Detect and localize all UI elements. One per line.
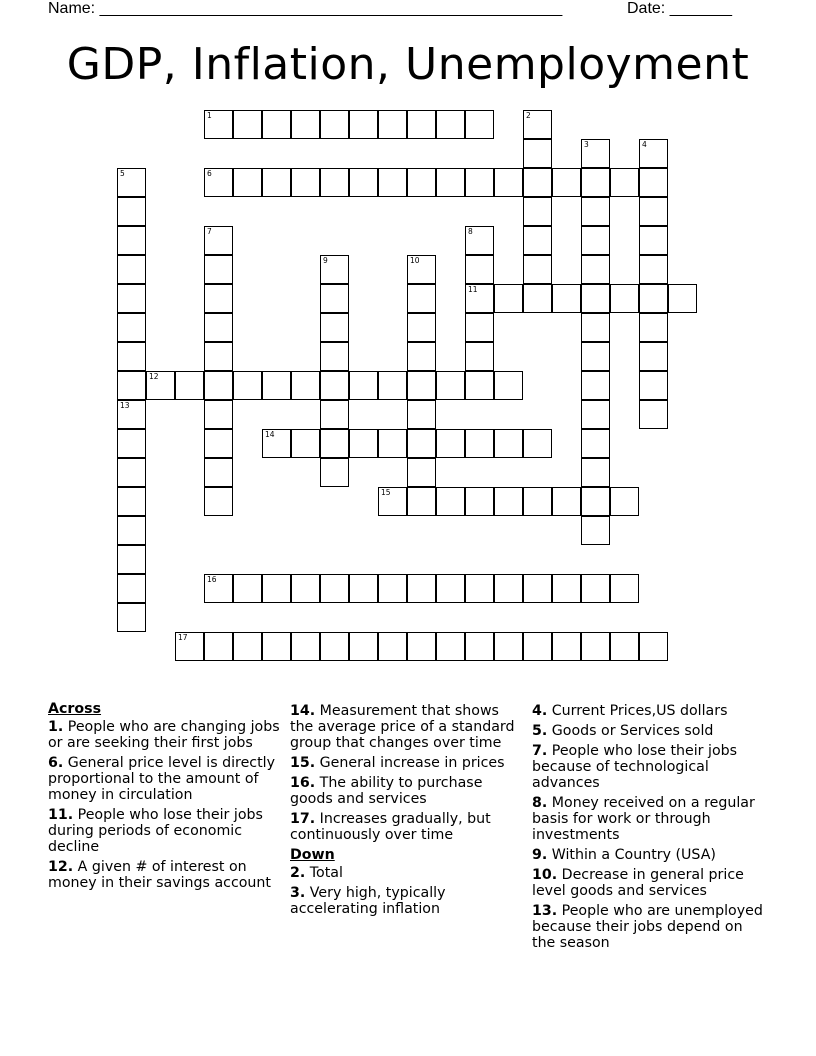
cell-number: 2 bbox=[526, 111, 531, 120]
grid-cell[interactable] bbox=[407, 255, 436, 284]
grid-cell[interactable] bbox=[436, 632, 465, 661]
grid-cell[interactable] bbox=[523, 255, 552, 284]
grid-cell[interactable] bbox=[581, 255, 610, 284]
grid-cell[interactable] bbox=[552, 168, 581, 197]
clue-down-13 bbox=[532, 903, 768, 951]
clue-text: Very high, typically accelerating inflation bbox=[290, 885, 446, 917]
down-heading: Down bbox=[290, 847, 335, 863]
grid-cell[interactable] bbox=[204, 429, 233, 458]
cell-number: 1 bbox=[207, 111, 212, 120]
grid-cell[interactable] bbox=[436, 487, 465, 516]
grid-cell[interactable] bbox=[552, 574, 581, 603]
clue-number: 17. bbox=[290, 811, 316, 827]
grid-cell[interactable] bbox=[523, 487, 552, 516]
clue-down-2 bbox=[290, 865, 526, 881]
grid-cell[interactable] bbox=[523, 197, 552, 226]
grid-cell[interactable] bbox=[117, 516, 146, 545]
grid-cell[interactable] bbox=[465, 313, 494, 342]
clue-across-17 bbox=[290, 811, 526, 843]
grid-cell[interactable] bbox=[204, 226, 233, 255]
clue-number: 4. bbox=[532, 703, 548, 719]
grid-cell[interactable] bbox=[320, 110, 349, 139]
grid-cell[interactable] bbox=[378, 574, 407, 603]
grid-cell[interactable] bbox=[204, 632, 233, 661]
grid-cell[interactable] bbox=[175, 632, 204, 661]
grid-cell[interactable] bbox=[523, 632, 552, 661]
grid-cell[interactable] bbox=[262, 110, 291, 139]
grid-cell[interactable] bbox=[581, 342, 610, 371]
grid-cell[interactable] bbox=[639, 255, 668, 284]
grid-cell[interactable] bbox=[639, 400, 668, 429]
grid-cell[interactable] bbox=[320, 429, 349, 458]
cell-number: 16 bbox=[207, 575, 217, 584]
grid-cell[interactable] bbox=[117, 284, 146, 313]
grid-cell[interactable] bbox=[320, 168, 349, 197]
clue-down-5 bbox=[532, 723, 768, 739]
grid-cell[interactable] bbox=[465, 574, 494, 603]
cell-number: 9 bbox=[323, 256, 328, 265]
grid-cell[interactable] bbox=[320, 458, 349, 487]
grid-cell[interactable] bbox=[146, 371, 175, 400]
grid-cell[interactable] bbox=[291, 168, 320, 197]
grid-cell[interactable] bbox=[465, 284, 494, 313]
grid-cell[interactable] bbox=[407, 342, 436, 371]
grid-cell[interactable] bbox=[494, 168, 523, 197]
clue-number: 1. bbox=[48, 719, 64, 735]
grid-cell[interactable] bbox=[581, 168, 610, 197]
grid-cell[interactable] bbox=[639, 342, 668, 371]
grid-cell[interactable] bbox=[349, 110, 378, 139]
grid-cell[interactable] bbox=[407, 574, 436, 603]
grid-cell[interactable] bbox=[320, 284, 349, 313]
cell-number: 17 bbox=[178, 633, 188, 642]
grid-cell[interactable] bbox=[610, 487, 639, 516]
clue-text: People who lose their jobs because of technological advances bbox=[532, 743, 738, 791]
grid-cell[interactable] bbox=[204, 342, 233, 371]
cell-number: 8 bbox=[468, 227, 473, 236]
grid-cell[interactable] bbox=[320, 400, 349, 429]
grid-cell[interactable] bbox=[204, 168, 233, 197]
cell-number: 6 bbox=[207, 169, 212, 178]
grid-cell[interactable] bbox=[117, 371, 146, 400]
grid-cell[interactable] bbox=[349, 429, 378, 458]
grid-cell[interactable] bbox=[117, 574, 146, 603]
clue-column-1 bbox=[48, 701, 284, 895]
clue-text: A given # of interest on money in their savings account bbox=[48, 859, 271, 891]
clue-number: 5. bbox=[532, 723, 548, 739]
grid-cell[interactable] bbox=[494, 632, 523, 661]
grid-cell[interactable] bbox=[320, 255, 349, 284]
grid-cell[interactable] bbox=[465, 487, 494, 516]
grid-cell[interactable] bbox=[465, 632, 494, 661]
cell-number: 15 bbox=[381, 488, 391, 497]
grid-cell[interactable] bbox=[204, 458, 233, 487]
grid-cell[interactable] bbox=[291, 429, 320, 458]
grid-cell[interactable] bbox=[378, 632, 407, 661]
grid-cell[interactable] bbox=[581, 226, 610, 255]
clue-number: 9. bbox=[532, 847, 548, 863]
clue-down-8 bbox=[532, 795, 768, 843]
grid-cell[interactable] bbox=[581, 487, 610, 516]
grid-cell[interactable] bbox=[523, 226, 552, 255]
grid-cell[interactable] bbox=[407, 487, 436, 516]
grid-cell[interactable] bbox=[233, 110, 262, 139]
grid-cell[interactable] bbox=[407, 458, 436, 487]
clue-number: 6. bbox=[48, 755, 64, 771]
clue-text: The ability to purchase goods and services bbox=[290, 775, 483, 807]
grid-cell[interactable] bbox=[581, 313, 610, 342]
grid-cell[interactable] bbox=[117, 545, 146, 574]
grid-cell[interactable] bbox=[349, 632, 378, 661]
grid-cell[interactable] bbox=[494, 429, 523, 458]
clue-number: 14. bbox=[290, 703, 316, 719]
clue-text: General price level is directly proportional to the amount of money in circulation bbox=[48, 755, 276, 803]
grid-cell[interactable] bbox=[204, 371, 233, 400]
grid-cell[interactable] bbox=[552, 487, 581, 516]
cell-number: 10 bbox=[410, 256, 420, 265]
grid-cell[interactable] bbox=[117, 197, 146, 226]
grid-cell[interactable] bbox=[407, 313, 436, 342]
clue-number: 3. bbox=[290, 885, 306, 901]
grid-cell[interactable] bbox=[581, 400, 610, 429]
grid-cell[interactable] bbox=[262, 429, 291, 458]
grid-cell[interactable] bbox=[465, 371, 494, 400]
grid-cell[interactable] bbox=[407, 110, 436, 139]
clue-number: 7. bbox=[532, 743, 548, 759]
grid-cell[interactable] bbox=[349, 168, 378, 197]
clue-across-16 bbox=[290, 775, 526, 807]
clue-column-3 bbox=[532, 703, 768, 955]
grid-cell[interactable] bbox=[639, 632, 668, 661]
grid-cell[interactable] bbox=[117, 400, 146, 429]
grid-cell[interactable] bbox=[465, 342, 494, 371]
grid-cell[interactable] bbox=[523, 429, 552, 458]
grid-cell[interactable] bbox=[581, 139, 610, 168]
grid-cell[interactable] bbox=[407, 371, 436, 400]
grid-cell[interactable] bbox=[378, 168, 407, 197]
clue-text: Goods or Services sold bbox=[547, 723, 714, 739]
grid-cell[interactable] bbox=[581, 516, 610, 545]
clue-down-7 bbox=[532, 743, 768, 791]
cell-number: 3 bbox=[584, 140, 589, 149]
clue-text: Measurement that shows the average price of a standard group that changes over time bbox=[290, 703, 515, 751]
grid-cell[interactable] bbox=[407, 400, 436, 429]
grid-cell[interactable] bbox=[204, 574, 233, 603]
grid-cell[interactable] bbox=[436, 110, 465, 139]
name-field-line: Name: ____________________________________________________ bbox=[48, 0, 563, 17]
grid-cell[interactable] bbox=[552, 632, 581, 661]
clue-column-2 bbox=[290, 703, 526, 921]
grid-cell[interactable] bbox=[117, 603, 146, 632]
grid-cell[interactable] bbox=[639, 226, 668, 255]
grid-cell[interactable] bbox=[407, 632, 436, 661]
clue-across-14 bbox=[290, 703, 526, 751]
cell-number: 13 bbox=[120, 401, 130, 410]
cell-number: 12 bbox=[149, 372, 159, 381]
cell-number: 4 bbox=[642, 140, 647, 149]
grid-cell[interactable] bbox=[291, 574, 320, 603]
clue-number: 2. bbox=[290, 865, 306, 881]
grid-cell[interactable] bbox=[320, 313, 349, 342]
grid-cell[interactable] bbox=[233, 168, 262, 197]
grid-cell[interactable] bbox=[262, 632, 291, 661]
grid-cell[interactable] bbox=[262, 574, 291, 603]
grid-cell[interactable] bbox=[233, 371, 262, 400]
cell-number: 11 bbox=[468, 285, 478, 294]
grid-cell[interactable] bbox=[581, 429, 610, 458]
grid-cell[interactable] bbox=[233, 632, 262, 661]
grid-cell[interactable] bbox=[349, 371, 378, 400]
grid-cell[interactable] bbox=[610, 574, 639, 603]
grid-cell[interactable] bbox=[378, 487, 407, 516]
grid-cell[interactable] bbox=[639, 197, 668, 226]
across-heading: Across bbox=[48, 701, 102, 717]
clue-across-15 bbox=[290, 755, 526, 771]
grid-cell[interactable] bbox=[117, 255, 146, 284]
grid-cell[interactable] bbox=[320, 632, 349, 661]
grid-cell[interactable] bbox=[639, 168, 668, 197]
grid-cell[interactable] bbox=[291, 632, 320, 661]
grid-cell[interactable] bbox=[436, 429, 465, 458]
grid-cell[interactable] bbox=[494, 487, 523, 516]
clue-number: 11. bbox=[48, 807, 74, 823]
clue-text: Decrease in general price level goods and services bbox=[532, 867, 744, 899]
grid-cell[interactable] bbox=[494, 371, 523, 400]
grid-cell[interactable] bbox=[465, 429, 494, 458]
clue-text: Current Prices,US dollars bbox=[547, 703, 728, 719]
cell-number: 7 bbox=[207, 227, 212, 236]
grid-cell[interactable] bbox=[465, 110, 494, 139]
grid-cell[interactable] bbox=[233, 574, 262, 603]
grid-cell[interactable] bbox=[581, 632, 610, 661]
grid-cell[interactable] bbox=[465, 226, 494, 255]
grid-cell[interactable] bbox=[204, 487, 233, 516]
clue-number: 16. bbox=[290, 775, 316, 791]
grid-cell[interactable] bbox=[378, 429, 407, 458]
grid-cell[interactable] bbox=[117, 168, 146, 197]
clue-text: People who are unemployed because their jobs depend on the season bbox=[532, 903, 763, 951]
grid-cell[interactable] bbox=[465, 255, 494, 284]
grid-cell[interactable] bbox=[639, 371, 668, 400]
grid-cell[interactable] bbox=[262, 168, 291, 197]
grid-cell[interactable] bbox=[610, 168, 639, 197]
clue-text: Increases gradually, but continuously over time bbox=[290, 811, 491, 843]
grid-cell[interactable] bbox=[581, 371, 610, 400]
clue-number: 12. bbox=[48, 859, 74, 875]
grid-cell[interactable] bbox=[465, 168, 494, 197]
grid-cell[interactable] bbox=[117, 487, 146, 516]
clue-number: 13. bbox=[532, 903, 558, 919]
grid-cell[interactable] bbox=[639, 284, 668, 313]
cell-number: 5 bbox=[120, 169, 125, 178]
grid-cell[interactable] bbox=[175, 371, 204, 400]
clue-number: 8. bbox=[532, 795, 548, 811]
grid-cell[interactable] bbox=[523, 110, 552, 139]
grid-cell[interactable] bbox=[436, 168, 465, 197]
clue-down-4 bbox=[532, 703, 768, 719]
grid-cell[interactable] bbox=[378, 371, 407, 400]
clue-text: People who lose their jobs during periods of economic decline bbox=[48, 807, 263, 855]
grid-cell[interactable] bbox=[581, 458, 610, 487]
clue-text: Money received on a regular basis for work or through investments bbox=[532, 795, 755, 843]
grid-cell[interactable] bbox=[117, 429, 146, 458]
grid-cell[interactable] bbox=[349, 574, 378, 603]
clue-text: Total bbox=[305, 865, 343, 881]
grid-cell[interactable] bbox=[523, 574, 552, 603]
grid-cell[interactable] bbox=[523, 168, 552, 197]
grid-cell[interactable] bbox=[204, 110, 233, 139]
grid-cell[interactable] bbox=[204, 284, 233, 313]
grid-cell[interactable] bbox=[523, 139, 552, 168]
grid-cell[interactable] bbox=[407, 429, 436, 458]
grid-cell[interactable] bbox=[639, 313, 668, 342]
grid-cell[interactable] bbox=[291, 371, 320, 400]
clue-down-3 bbox=[290, 885, 526, 917]
grid-cell[interactable] bbox=[378, 110, 407, 139]
grid-cell[interactable] bbox=[581, 197, 610, 226]
clue-across-1 bbox=[48, 719, 284, 751]
grid-cell[interactable] bbox=[117, 458, 146, 487]
grid-cell[interactable] bbox=[581, 284, 610, 313]
grid-cell[interactable] bbox=[436, 371, 465, 400]
grid-cell[interactable] bbox=[117, 226, 146, 255]
clue-across-11 bbox=[48, 807, 284, 855]
grid-cell[interactable] bbox=[320, 574, 349, 603]
grid-cell[interactable] bbox=[262, 371, 291, 400]
grid-cell[interactable] bbox=[204, 400, 233, 429]
clue-down-10 bbox=[532, 867, 768, 899]
clue-text: Within a Country (USA) bbox=[547, 847, 716, 863]
grid-cell[interactable] bbox=[436, 574, 465, 603]
grid-cell[interactable] bbox=[610, 632, 639, 661]
grid-cell[interactable] bbox=[494, 574, 523, 603]
clue-number: 15. bbox=[290, 755, 316, 771]
grid-cell[interactable] bbox=[291, 110, 320, 139]
grid-cell[interactable] bbox=[523, 284, 552, 313]
grid-cell[interactable] bbox=[204, 313, 233, 342]
grid-cell[interactable] bbox=[117, 313, 146, 342]
grid-cell[interactable] bbox=[668, 284, 697, 313]
grid-cell[interactable] bbox=[117, 342, 146, 371]
clue-across-12 bbox=[48, 859, 284, 891]
clue-across-6 bbox=[48, 755, 284, 803]
grid-cell[interactable] bbox=[552, 284, 581, 313]
cell-number: 14 bbox=[265, 430, 275, 439]
grid-cell[interactable] bbox=[639, 139, 668, 168]
grid-cell[interactable] bbox=[204, 255, 233, 284]
clue-text: People who are changing jobs or are seeking their first jobs bbox=[48, 719, 280, 751]
date-field-line: Date: _______ bbox=[627, 0, 732, 17]
grid-cell[interactable] bbox=[610, 284, 639, 313]
grid-cell[interactable] bbox=[320, 342, 349, 371]
grid-cell[interactable] bbox=[581, 574, 610, 603]
clue-number: 10. bbox=[532, 867, 558, 883]
grid-cell[interactable] bbox=[320, 371, 349, 400]
grid-cell[interactable] bbox=[407, 284, 436, 313]
clue-down-9 bbox=[532, 847, 768, 863]
grid-cell[interactable] bbox=[494, 284, 523, 313]
puzzle-title: GDP, Inflation, Unemployment bbox=[66, 39, 750, 90]
clue-text: General increase in prices bbox=[315, 755, 505, 771]
grid-cell[interactable] bbox=[407, 168, 436, 197]
